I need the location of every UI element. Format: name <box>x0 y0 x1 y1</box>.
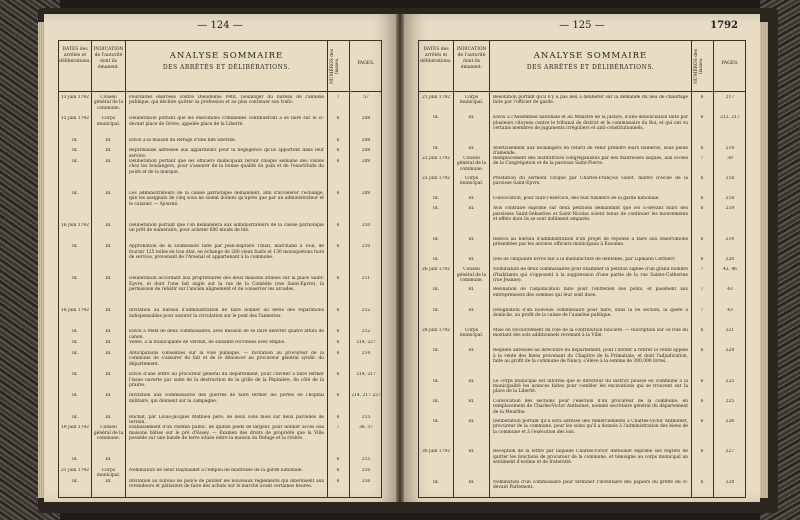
left-page <box>44 14 396 502</box>
table-row <box>59 116 381 137</box>
row-liasse-number: 7 <box>700 287 704 293</box>
row-page-ref: 43 <box>727 287 733 293</box>
row-liasse-number: 6 <box>700 115 704 121</box>
table-row <box>59 95 381 116</box>
row-authority: Conseil général de la commune. <box>456 267 487 283</box>
row-authority: Id. <box>468 449 475 455</box>
row-authority: Id. <box>105 308 112 314</box>
row-liasse-number: 6 <box>336 372 340 378</box>
row-liasse-number: 7 <box>700 155 704 161</box>
header-title: ANALYSE SOMMAIRE <box>533 51 648 61</box>
row-date: Id. <box>72 158 78 164</box>
table-row <box>59 191 381 223</box>
row-authority: Id. <box>105 414 112 420</box>
row-liasse-number: 6 <box>700 257 704 262</box>
header-indication: INDICATION de l'autorité dont ils émanent. <box>93 47 124 70</box>
row-liasse-number: 6 <box>700 398 704 404</box>
right-page <box>404 14 760 502</box>
row-date: 21 juin 1792 <box>61 468 89 474</box>
row-page-ref: 208 <box>361 116 371 122</box>
row-liasse-number: 6 <box>700 236 704 242</box>
row-liasse-number: 6 <box>336 158 340 164</box>
row-date: Id. <box>72 190 78 196</box>
row-page-ref: 212, 217 <box>720 115 740 121</box>
row-summary: Délibération portant que les exécutions criminelles continueront à se faire sur le ci-devant place de Grève, appelée place de la Liberté. <box>129 116 324 127</box>
row-page-ref: 210 <box>361 222 371 228</box>
row-liasse-number: 6 <box>336 468 340 474</box>
row-liasse-number: 7 <box>336 425 340 431</box>
row-authority: Id. <box>105 190 112 196</box>
row-summary: Invitation au bureau d'administration de faire donner au devis des réparations indispensables pour assurer la circulation sur le pont des Tanneries. <box>129 308 324 319</box>
table-row <box>59 159 381 191</box>
row-date: 13 juin 1792 <box>61 95 89 100</box>
row-page-ref: 225 <box>725 378 735 384</box>
row-page-ref: 209 <box>361 190 371 196</box>
row-date: Id. <box>433 419 439 424</box>
row-authority: Id. <box>468 206 475 212</box>
row-date: 26 juin 1792 <box>422 267 450 273</box>
row-authority: Id. <box>468 479 475 485</box>
row-summary: Établissement d'un chemin public, de quinze pieds de largeur, pour donner accès aux maisons bâties sur le pré d'Essey. — Examen des droits de propriété que la Ville possède sur une bande de terre située entre la maison du Refuge et la rivière. <box>129 425 324 442</box>
row-date: Id. <box>72 350 78 356</box>
row-liasse-number: 7 <box>336 95 340 100</box>
header-numeros: NUMÉROS des liasses. <box>330 48 340 84</box>
row-liasse-number: 6 <box>336 350 340 356</box>
row-summary: Délibération portant qu'il sera adressé des remerciements à Charles-Victor Anthoinet, procureur de la commune, pour les soins qu'il a donnés à l'administration des biens de la commune et à l'exécution des lois. <box>493 419 688 435</box>
table-row <box>59 329 381 340</box>
row-authority: Id. <box>105 158 112 164</box>
row-summary: Délibération portant que les officiers municipaux feront chaque semaine des visites chez les boulangers, pour s'assurer de la bonne qualité du pain et de l'exactitude du poids et de la marque. <box>129 158 324 175</box>
row-authority: Corps municipal. <box>459 176 484 187</box>
row-date: Id. <box>433 307 439 313</box>
row-date: Id. <box>433 206 439 212</box>
row-liasse-number: 6 <box>700 378 704 384</box>
table-row <box>419 328 745 348</box>
row-date: Id. <box>72 393 78 399</box>
row-date: Id. <box>433 115 439 121</box>
row-liasse-number: 6 <box>336 329 340 335</box>
row-date: Id. <box>72 148 78 154</box>
row-summary: Convocation, pour faire l'exercice, des huit fusilliers de la garde nationale. <box>493 196 660 202</box>
register-table <box>58 40 382 498</box>
row-liasse-number: 6 <box>336 148 340 154</box>
row-page-ref: 216 <box>361 468 371 474</box>
row-page-ref: 219 <box>725 145 735 151</box>
row-liasse-number: 6 <box>336 222 340 228</box>
row-authority: Id. <box>105 329 112 335</box>
row-date: Id. <box>72 372 78 378</box>
row-summary: Invitation aux commissaires des guerres de faire fermer les portes de l'hôpital militaire, qui donnent sur la campagne. <box>129 393 324 404</box>
row-date: Id. <box>72 137 78 143</box>
row-authority: Id. <box>105 457 112 463</box>
header-subtitle: DES ARRÊTÉS ET DÉLIBÉRATIONS. <box>526 64 655 71</box>
row-authority: Corps municipal. <box>96 468 121 479</box>
table-row <box>59 308 381 329</box>
row-authority: Id. <box>468 398 475 404</box>
row-liasse-number: 6 <box>336 116 340 122</box>
row-page-ref: 217 <box>725 95 735 100</box>
table-row <box>59 415 381 426</box>
table-row <box>59 393 381 414</box>
table-row <box>419 237 745 257</box>
row-summary: Don de cinquante livres fait à la manufacture de dentelles, par Lipmann Cerfberr. <box>493 257 676 262</box>
table-row <box>419 379 745 399</box>
row-authority: Id. <box>105 372 112 378</box>
row-date: 21 juin 1792 <box>422 95 450 100</box>
row-authority: Id. <box>105 137 112 143</box>
row-page-ref: 221 <box>725 327 735 333</box>
row-summary: Invitation au bureau de police de publier les nouveaux règlements qui interdisent aux revendeurs et pâtissiers de faire des achats sur le marché avant certaines heures. <box>129 478 324 490</box>
row-summary: Les administrateurs de la caisse patriotique demandent, afin d'accélérer l'échange, que les assignats de cinq sous ne soient donnés qu'après que par un administrateur et le caissier. — Ajourné. <box>129 190 324 207</box>
table-row <box>59 479 381 500</box>
row-summary: Nomination de sieur Raybaudet à l'emploi de maîtresse de la garde nationale. <box>129 468 303 474</box>
table-row <box>419 399 745 419</box>
row-summary: Avertissement aux boulangers en retard de venir prendre leurs numéros, sous peine d'amende. <box>493 145 688 156</box>
row-authority: Id. <box>105 148 112 154</box>
table-row <box>59 138 381 149</box>
table-row <box>419 267 745 287</box>
table-row <box>419 480 745 500</box>
row-summary: Délibération portant que l'on demandera aux administrateurs de la caisse patriotique un prêt de numéraire, pour acheter 600 muids de blé. <box>129 222 324 234</box>
row-page-ref: 219 <box>725 206 735 212</box>
row-date: Id. <box>72 478 78 484</box>
header-pages: PAGES. <box>357 61 375 66</box>
row-page-ref: 214, 217 227 <box>351 393 381 399</box>
row-summary: Nomination de deux commissaires pour examiner la pétition signée d'un grand nombre d'habitants qui s'opposent à la suppression d'une partie de la rue Sainte-Catherine (rue Jeanne). <box>493 267 688 283</box>
row-authority: Id. <box>105 393 112 399</box>
table-row <box>59 340 381 351</box>
row-page-ref: 215 <box>361 457 371 463</box>
row-authority: Id. <box>468 196 475 202</box>
row-authority: Corps municipal. <box>459 327 484 339</box>
row-date: Id. <box>433 196 439 202</box>
row-summary <box>129 457 324 468</box>
row-date: Id. <box>433 348 439 354</box>
row-date: 23 juin 1792 <box>422 176 450 181</box>
table-header <box>419 41 745 92</box>
page-number: — 125 — <box>559 20 605 31</box>
row-page-ref: 42, 46 <box>723 267 737 273</box>
row-page-ref: 214, 227 <box>356 340 376 346</box>
row-authority: Conseil général de la commune. <box>93 95 124 111</box>
table-header <box>59 41 381 92</box>
row-authority: Id. <box>468 307 475 313</box>
row-authority: Conseil général de la commune. <box>456 155 487 172</box>
row-summary: Le corps municipal est informé que le directeur du district pousse en commune à la municipalité les avances faites pour combler les excavations qui se trouvent sur la place de la Liberté. <box>493 378 688 395</box>
header-dates: DATES des arrêtés et délibérations. <box>59 47 91 64</box>
row-date: Id. <box>433 236 439 242</box>
row-page-ref: 208 <box>361 137 371 143</box>
row-liasse-number: 6 <box>336 190 340 196</box>
row-date: 22 juin 1792 <box>422 155 450 161</box>
row-summary: Requête adressée au directoire du département, pour l'inviter à retirer la vente appelé à la vente des biens provenant du Chapitre de la Primatiale, et dont l'adjudication, faite au profit de la commune de Nancy, s'élève à la somme de 300,000 livres. <box>493 348 688 364</box>
table-body <box>59 92 381 497</box>
row-summary: Poursuites exercées contre Dieudonné Pétit, boulanger du bureau de l'annexe publique, qui déchire quitter sa profession et au plus continuer son trafic. <box>129 95 324 106</box>
row-liasse-number: 6 <box>700 419 704 424</box>
table-row <box>59 457 381 468</box>
row-authority: Conseil général de la commune. <box>93 425 124 442</box>
row-page-ref: 212 <box>361 308 371 314</box>
row-summary: Anticipations consenties sur la voie publique. — Invitation au procureur de la commune de s'assurer du fait et de le dénoncer au procureur général syndic du département. <box>129 350 324 367</box>
row-liasse-number: 6 <box>336 308 340 314</box>
header-analysis <box>490 41 691 91</box>
table-row <box>419 308 745 328</box>
row-authority: Id. <box>468 287 475 293</box>
table-row <box>419 419 745 449</box>
row-summary: Désignation d'un nouveau commissaire pour faire, dans la 6e section, la quête à domicile, au profit de la caisse de l'aumône publique. <box>493 307 688 319</box>
row-date: Id. <box>433 145 439 151</box>
row-liasse-number: 7 <box>700 307 704 313</box>
row-page-ref: 218 <box>725 196 735 202</box>
table-body <box>419 92 745 497</box>
row-authority: Id. <box>468 378 475 384</box>
row-liasse-number: 6 <box>700 348 704 354</box>
row-date: Id. <box>72 276 78 282</box>
table-row <box>59 244 381 276</box>
row-authority: Id. <box>105 276 112 282</box>
row-summary: Vente, à la municipalité de Verdun, de soixante recrutées avec emploi. <box>129 340 286 346</box>
row-summary: Envoi d'une lettre au procureur général du département, pour l'inviter à faire fermer l'issue ouverte par suite de la destruction de la grille de la Pépinière, du côté de la prairie. <box>129 372 324 388</box>
row-page-ref: 225 <box>725 398 735 404</box>
row-liasse-number: 6 <box>336 276 340 282</box>
row-summary: Envoi à la maison du Refuge d'une fille Sberine. <box>129 137 237 143</box>
row-authority: Id. <box>105 222 112 228</box>
row-liasse-number: 6 <box>336 414 340 420</box>
row-liasse-number: 6 <box>336 478 340 484</box>
header-dates: DATES des arrêtés et délibérations. <box>420 47 452 64</box>
table-row <box>419 156 745 176</box>
row-page-ref: 211 <box>361 276 371 282</box>
row-page-ref: 219 <box>725 236 735 242</box>
table-row <box>419 95 745 115</box>
row-liasse-number: 6 <box>336 393 340 399</box>
row-summary: Nomination d'un commissaire pour terminer l'inventaire des papiers du greffe du ci-devant Parlement. <box>493 479 688 491</box>
row-summary: Réception de la lettre par laquelle Charles-Victor Anthoinet exprime ses regrets de quitter les fonctions de procureur de la commune, et témoigne au corps municipal un sentiment d'estime et de fraternité. <box>493 449 688 466</box>
row-date: Id. <box>72 329 78 335</box>
row-date: Id. <box>433 287 439 293</box>
row-summary: Convocation des sections pour l'élection d'un procureur de la commune, en remplacement de Charles-Victor Anthoinet, nommé secrétaire général du département de la Meurthe. <box>493 398 688 415</box>
row-date: 18 juin 1792 <box>61 308 89 314</box>
row-page-ref: 220 <box>725 257 735 262</box>
row-summary: Envoi à l'Assemblée nationale et au Ministre de la justice, d'une dénonciation faite par plusieurs citoyens contre le tribunal de district et le commissaire du Roi, et qui ont vu certains membres de juguments irréguliers et anti-constitutionnels. <box>493 115 688 132</box>
row-authority: Id. <box>105 478 112 484</box>
row-page-ref: 215 <box>361 414 371 420</box>
row-summary: Ruchat, par Louis-Jacques Mathieu père, de deux cens mois sur deux parcelles de terrain. <box>129 414 324 426</box>
row-page-ref: 214 <box>361 350 371 356</box>
row-page-ref: 227 <box>725 449 735 455</box>
row-liasse-number: 6 <box>336 340 340 346</box>
row-date: Id. <box>72 244 78 250</box>
row-date: 30 juin 1792 <box>422 449 450 455</box>
row-authority: Id. <box>105 244 112 250</box>
row-page-ref: 210 <box>361 244 371 250</box>
row-summary: Mise en recouvrement du rôle de la contribution foncière. — Inscription sur ce rôle du montant des sols additionnels revenant à la Ville. <box>493 327 688 339</box>
table-row <box>59 148 381 159</box>
row-liasse-number: 6 <box>700 145 704 151</box>
row-authority: Corps municipal. <box>459 95 484 106</box>
table-row <box>419 449 745 479</box>
page-number: — 124 — <box>197 20 243 31</box>
row-page-ref: 43 <box>727 307 733 313</box>
table-row <box>59 372 381 393</box>
table-row <box>59 223 381 244</box>
row-authority: Id. <box>105 340 112 346</box>
table-row <box>419 196 745 206</box>
row-date: 15 juin 1792 <box>61 116 89 122</box>
table-row <box>419 348 745 378</box>
page-edges-right <box>760 22 768 498</box>
row-page-ref: 214, 217 <box>356 372 376 378</box>
row-date: Id. <box>72 414 78 420</box>
page-year: 1792 <box>710 20 738 31</box>
row-liasse-number: 6 <box>700 449 704 455</box>
row-date: Id. <box>433 378 439 384</box>
row-summary: Avis contraire exprimé sur deux pétitions demandant que les ci-devant murs des paroisses Saint-Sébastien et Saint-Nicolas soient tenus de continuer les mouvements et effets dont ils se sont indûment emparés. <box>493 206 688 223</box>
row-date: Id. <box>72 457 78 463</box>
row-date: 16 juin 1792 <box>61 222 89 228</box>
row-authority: Id. <box>468 145 475 151</box>
row-page-ref: 36, 37 <box>359 425 373 431</box>
header-analysis <box>126 41 327 91</box>
row-authority: Corps municipal. <box>96 116 121 127</box>
row-page-ref: 224 <box>725 348 735 354</box>
row-date: Id. <box>433 479 439 485</box>
row-liasse-number: 6 <box>700 479 704 485</box>
table-row <box>419 257 745 267</box>
header-indication: INDICATION de l'autorité dont ils émanent. <box>456 47 487 70</box>
row-page-ref: 39 <box>727 155 733 161</box>
row-summary: Renvoi au bureau d'administration d'un projet de réponse à faire aux observations présentées par les anciens officiers municipaux à Essonne. <box>493 236 688 248</box>
row-authority: Id. <box>105 350 112 356</box>
book-gutter <box>396 14 404 502</box>
table-row <box>419 115 745 145</box>
row-page-ref: 218 <box>725 176 735 181</box>
row-summary: Délibération accordant aux propriétaires des deux maisons situées sur la place Saint-Epvre, et dont l'une fait angle sur la rue de la Comédie (rue Saint-Epvre), la permission de rebâtir sur l'ancien alignement et de conserver les arcades. <box>129 276 324 292</box>
table-row <box>419 146 745 156</box>
header-subtitle: DES ARRÊTÉS ET DÉLIBÉRATIONS. <box>162 64 291 71</box>
row-summary: Résiliation de l'adjudication faite pour l'entretien des ponts, et paiement aux entrepreneurs des sommes qui leur sont dues. <box>493 287 688 298</box>
row-summary: Prestation du serment civique par Charles-François Gillet, maître d'école de la paroisse Saint-Epvre. <box>493 176 688 187</box>
row-page-ref: 228 <box>725 479 735 485</box>
row-summary: Remplacement des institutrices congréganistes par des maîtresses laïques, aux écoles de la Congrégation et de la paroisse Saint-Pierre. <box>493 155 688 167</box>
table-row <box>419 287 745 307</box>
header-numeros: NUMÉROS des liasses. <box>694 48 704 84</box>
row-page-ref: 208 <box>361 148 371 154</box>
table-row <box>419 206 745 236</box>
row-authority: Id. <box>468 115 475 121</box>
header-pages: PAGES. <box>721 61 739 66</box>
row-page-ref: 212 <box>361 329 371 335</box>
row-liasse-number: 6 <box>700 196 704 202</box>
row-liasse-number: 6 <box>700 206 704 212</box>
row-summary: Réprimande adressée aux appariteurs pour la négligence qu'ils apportent dans leur service. <box>129 148 324 159</box>
register-table <box>418 40 746 498</box>
table-row <box>59 351 381 372</box>
row-page-ref: 209 <box>361 158 371 164</box>
row-liasse-number: 6 <box>336 137 340 143</box>
row-liasse-number: 6 <box>700 327 704 333</box>
row-date: Id. <box>433 257 439 262</box>
table-row <box>59 276 381 308</box>
row-authority: Id. <box>468 419 475 424</box>
row-authority: Id. <box>468 257 475 262</box>
row-liasse-number: 6 <box>700 176 704 181</box>
row-liasse-number: 6 <box>336 244 340 250</box>
row-liasse-number: 7 <box>700 267 704 273</box>
table-row <box>59 468 381 479</box>
row-date: Id. <box>72 340 78 346</box>
row-summary: Résolution portant qu'il n'y a pas lieu à délibérer sur la demande du lieu de chauffage faite par l'officier de garde. <box>493 95 688 106</box>
row-summary: Envoi à Metz de deux commissaires, avec mission de se faire délivrer quatre affûts de canon. <box>129 329 324 340</box>
row-page-ref: 226 <box>725 419 735 424</box>
row-page-ref: 216 <box>361 478 371 484</box>
row-authority: Id. <box>468 236 475 242</box>
row-page-ref: 57 <box>363 95 369 100</box>
row-date: Id. <box>433 398 439 404</box>
header-title: ANALYSE SOMMAIRE <box>169 51 284 61</box>
table-row <box>419 176 745 196</box>
row-liasse-number: 6 <box>700 95 704 100</box>
table-row <box>59 425 381 457</box>
row-liasse-number: 6 <box>336 457 340 463</box>
row-summary: Approbation de la soumission faite par Jean-Baptiste Thuat, marchand à Toul, de fournir 125 toiles en bon état, en échange de 280 vieux fusils et 130 mousquetons hors de service, provenant de l'Arsenal et appartenant à la commune. <box>129 244 324 261</box>
row-authority: Id. <box>468 348 475 354</box>
row-date: 28 juin 1792 <box>422 327 450 333</box>
row-date: 19 juin 1792 <box>61 425 89 431</box>
